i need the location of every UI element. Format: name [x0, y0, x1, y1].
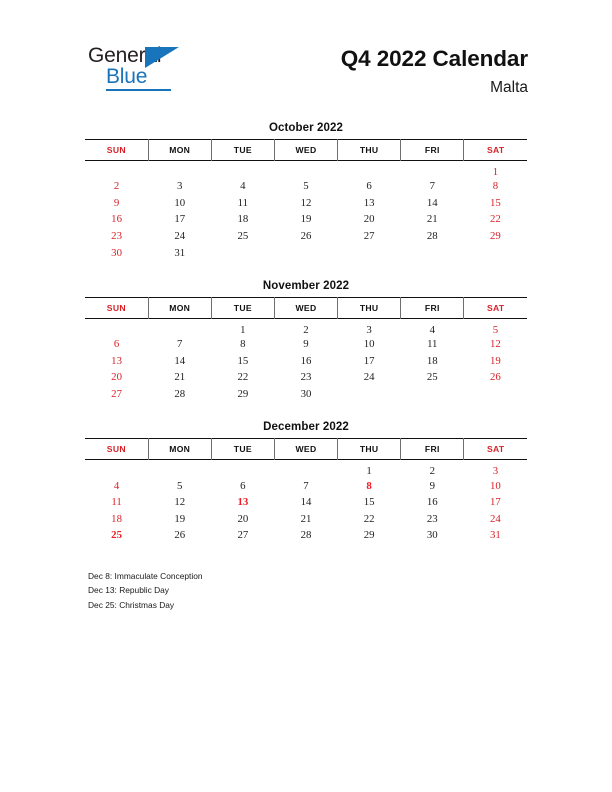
- day-cell[interactable]: 6: [366, 180, 372, 193]
- holiday-legend-item: Dec 25: Christmas Day: [88, 599, 175, 610]
- logo-text-blue: Blue: [106, 65, 148, 88]
- weekday-header-sun: SUN: [85, 140, 148, 161]
- day-cell[interactable]: 19: [300, 213, 312, 226]
- page-title: Q4 2022 Calendar: [340, 46, 528, 71]
- day-cell[interactable]: 26: [174, 529, 186, 542]
- holiday-legend-item: Dec 13: Republic Day: [88, 585, 169, 596]
- day-cell[interactable]: 4: [113, 479, 120, 492]
- day-cell[interactable]: 23: [111, 230, 122, 243]
- day-cell[interactable]: 7: [177, 338, 183, 351]
- day-cell[interactable]: 13: [111, 354, 122, 367]
- weekday-header-tue: TUE: [211, 140, 274, 161]
- day-cell[interactable]: 2: [429, 465, 435, 478]
- day-cell[interactable]: 25: [111, 529, 122, 542]
- title-block: [341, 46, 528, 98]
- logo-underline: [106, 89, 171, 91]
- weekday-header-row: [85, 439, 527, 460]
- month-block: [85, 122, 527, 261]
- day-cell[interactable]: 14: [300, 496, 312, 509]
- day-cell[interactable]: 24: [363, 371, 375, 384]
- day-cell[interactable]: 19: [490, 354, 501, 367]
- day-cell[interactable]: 29: [490, 230, 501, 243]
- day-cell[interactable]: 5: [303, 180, 309, 193]
- day-cell[interactable]: 21: [174, 371, 186, 384]
- day-cell[interactable]: 11: [427, 338, 438, 351]
- day-cell[interactable]: 5: [177, 479, 183, 492]
- weekday-header-thu: THU: [338, 140, 401, 161]
- weekday-header-mon: MON: [148, 140, 211, 161]
- week-row: [85, 494, 527, 511]
- day-cell-empty: [338, 161, 401, 179]
- logo-triangle-icon: [145, 47, 179, 68]
- day-cell[interactable]: 31: [174, 246, 186, 259]
- day-cell[interactable]: 14: [426, 196, 438, 209]
- day-cell[interactable]: 24: [490, 512, 501, 525]
- day-cell[interactable]: 27: [237, 529, 249, 542]
- day-cell[interactable]: 26: [490, 371, 501, 384]
- day-cell[interactable]: 9: [429, 479, 435, 492]
- month-grid-container: [85, 122, 527, 563]
- week-row: [85, 211, 527, 228]
- month-block: [85, 421, 527, 543]
- day-cell[interactable]: 22: [490, 213, 501, 226]
- page-subtitle-country: Malta: [490, 79, 528, 96]
- day-cell[interactable]: 11: [237, 196, 249, 209]
- day-cell[interactable]: 30: [426, 529, 438, 542]
- day-cell[interactable]: 25: [237, 230, 249, 243]
- day-cell[interactable]: 24: [174, 230, 186, 243]
- week-row: [85, 353, 527, 370]
- day-cell[interactable]: 12: [174, 496, 186, 509]
- day-cell[interactable]: 6: [113, 338, 120, 351]
- month-title: November 2022: [262, 279, 350, 292]
- weekday-header-fri: FRI: [401, 297, 464, 318]
- day-cell[interactable]: 20: [111, 371, 122, 384]
- day-cell[interactable]: 9: [303, 338, 309, 351]
- weekday-header-sat: SAT: [464, 297, 527, 318]
- day-cell[interactable]: 28: [174, 388, 186, 401]
- week-row: [85, 161, 527, 179]
- day-cell[interactable]: 27: [363, 230, 375, 243]
- day-cell-empty: [85, 460, 148, 478]
- day-cell-empty: [274, 161, 337, 179]
- day-cell[interactable]: 10: [363, 338, 375, 351]
- day-cell[interactable]: 21: [426, 213, 438, 226]
- weekday-header-sun: SUN: [85, 297, 148, 318]
- week-row: [85, 527, 527, 544]
- day-cell[interactable]: 5: [492, 323, 499, 336]
- day-cell[interactable]: 9: [113, 196, 120, 209]
- day-cell-empty: [148, 161, 211, 179]
- day-cell[interactable]: 18: [237, 213, 249, 226]
- month-table: [85, 297, 527, 402]
- day-cell[interactable]: 28: [300, 529, 312, 542]
- day-cell[interactable]: 20: [363, 213, 375, 226]
- day-cell-empty: [464, 386, 527, 403]
- month-block: [85, 280, 527, 402]
- day-cell-empty: [211, 244, 274, 261]
- day-cell[interactable]: 21: [300, 512, 312, 525]
- day-cell[interactable]: 19: [174, 512, 186, 525]
- day-cell[interactable]: 10: [174, 196, 186, 209]
- weekday-header-wed: WED: [274, 297, 337, 318]
- week-row: [85, 336, 527, 353]
- day-cell[interactable]: 29: [363, 529, 375, 542]
- day-cell[interactable]: 31: [490, 529, 501, 542]
- week-row: [85, 228, 527, 245]
- day-cell[interactable]: 23: [426, 512, 438, 525]
- day-cell[interactable]: 22: [237, 371, 249, 384]
- day-cell[interactable]: 3: [177, 180, 183, 193]
- weekday-header-mon: MON: [148, 439, 211, 460]
- week-row: [85, 195, 527, 212]
- weekday-header-row: [85, 140, 527, 161]
- day-cell[interactable]: 3: [492, 465, 499, 478]
- day-cell[interactable]: 18: [426, 354, 438, 367]
- logo-text-general: General: [88, 44, 162, 67]
- weekday-header-fri: FRI: [401, 140, 464, 161]
- month-table: [85, 139, 527, 261]
- day-cell-empty: [211, 460, 274, 478]
- day-cell[interactable]: 8: [366, 479, 372, 492]
- day-cell[interactable]: 8: [492, 180, 499, 193]
- day-cell[interactable]: 22: [363, 512, 375, 525]
- day-cell[interactable]: 11: [111, 496, 122, 509]
- day-cell[interactable]: 12: [300, 196, 312, 209]
- day-cell[interactable]: 30: [111, 246, 122, 259]
- week-row: [85, 477, 527, 494]
- day-cell-empty: [401, 386, 464, 403]
- day-cell[interactable]: 17: [363, 354, 375, 367]
- day-cell[interactable]: 15: [490, 196, 501, 209]
- day-cell[interactable]: 13: [237, 496, 249, 509]
- weekday-header-sat: SAT: [464, 140, 527, 161]
- month-table: [85, 438, 527, 543]
- day-cell-empty: [274, 244, 337, 261]
- day-cell[interactable]: 20: [237, 512, 249, 525]
- day-cell[interactable]: 25: [426, 371, 438, 384]
- day-cell[interactable]: 16: [300, 354, 312, 367]
- day-cell[interactable]: 6: [240, 479, 246, 492]
- week-row: [85, 318, 527, 336]
- week-row: [85, 244, 527, 261]
- day-cell-empty: [148, 460, 211, 478]
- week-row: [85, 178, 527, 195]
- day-cell[interactable]: 7: [303, 479, 309, 492]
- week-row: [85, 369, 527, 386]
- day-cell-empty: [85, 318, 148, 336]
- day-cell-empty: [211, 161, 274, 179]
- day-cell[interactable]: 15: [363, 496, 375, 509]
- day-cell[interactable]: 13: [363, 196, 375, 209]
- month-title: December 2022: [263, 421, 349, 434]
- weekday-header-thu: THU: [338, 297, 401, 318]
- day-cell[interactable]: 27: [111, 388, 122, 401]
- day-cell[interactable]: 7: [429, 180, 435, 193]
- month-title: October 2022: [268, 122, 344, 134]
- week-row: [85, 386, 527, 403]
- weekday-header-wed: WED: [274, 140, 337, 161]
- day-cell[interactable]: 16: [426, 496, 438, 509]
- day-cell[interactable]: 17: [490, 496, 501, 509]
- weekday-header-sat: SAT: [464, 439, 527, 460]
- day-cell[interactable]: 10: [490, 479, 501, 492]
- weekday-header-wed: WED: [274, 439, 337, 460]
- day-cell[interactable]: 1: [240, 323, 246, 336]
- day-cell-empty: [464, 244, 527, 261]
- day-cell[interactable]: 1: [366, 465, 372, 478]
- day-cell[interactable]: 2: [303, 323, 309, 336]
- weekday-header-tue: TUE: [211, 297, 274, 318]
- day-cell[interactable]: 2: [113, 180, 120, 193]
- weekday-header-row: [85, 297, 527, 318]
- weekday-header-tue: TUE: [211, 439, 274, 460]
- day-cell[interactable]: 28: [426, 230, 438, 243]
- day-cell[interactable]: 14: [174, 354, 186, 367]
- day-cell-empty: [85, 161, 148, 179]
- weekday-header-sun: SUN: [85, 439, 148, 460]
- week-row: [85, 511, 527, 528]
- day-cell-empty: [401, 244, 464, 261]
- weekday-header-fri: FRI: [401, 439, 464, 460]
- day-cell[interactable]: 12: [490, 338, 501, 351]
- day-cell-empty: [401, 161, 464, 179]
- day-cell[interactable]: 26: [300, 230, 312, 243]
- day-cell[interactable]: 3: [366, 323, 372, 336]
- holiday-legend-item: Dec 8: Immaculate Conception: [88, 571, 203, 581]
- day-cell[interactable]: 23: [300, 371, 312, 384]
- day-cell-empty: [338, 386, 401, 403]
- day-cell[interactable]: 8: [240, 338, 246, 351]
- day-cell[interactable]: 18: [111, 512, 122, 525]
- day-cell[interactable]: 4: [240, 180, 246, 193]
- day-cell-empty: [274, 460, 337, 478]
- general-blue-logo[interactable]: [88, 44, 228, 96]
- weekday-header-mon: MON: [148, 297, 211, 318]
- weekday-header-thu: THU: [338, 439, 401, 460]
- holiday-legend: [88, 569, 408, 612]
- day-cell-empty: [148, 318, 211, 336]
- day-cell[interactable]: 16: [111, 213, 122, 226]
- day-cell[interactable]: 17: [174, 213, 186, 226]
- day-cell[interactable]: 1: [492, 166, 499, 178]
- day-cell[interactable]: 30: [300, 388, 312, 401]
- week-row: [85, 460, 527, 478]
- day-cell-empty: [338, 244, 401, 261]
- day-cell[interactable]: 15: [237, 354, 249, 367]
- day-cell[interactable]: 4: [429, 323, 435, 336]
- day-cell[interactable]: 29: [237, 388, 249, 401]
- page-header: [0, 0, 612, 112]
